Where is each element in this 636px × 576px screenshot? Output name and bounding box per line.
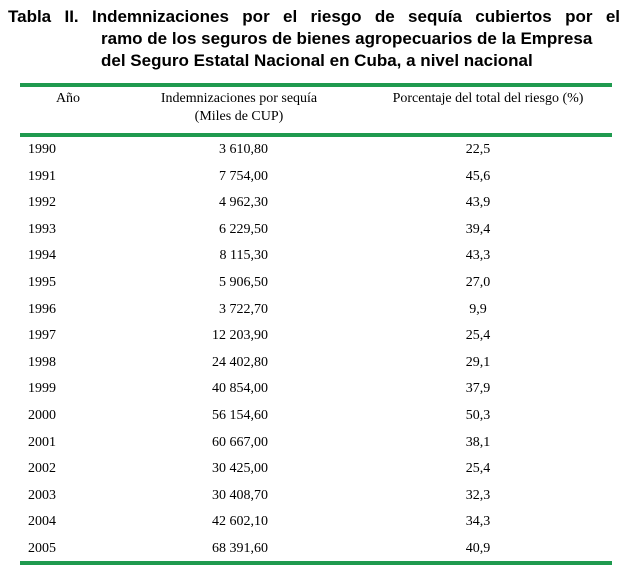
table-row (20, 270, 612, 297)
cell-amount: 30 425,00 (212, 461, 268, 477)
cell-year: 1994 (28, 248, 56, 264)
cell-year: 2000 (28, 407, 56, 423)
cell-amount: 6 229,50 (219, 221, 268, 237)
table-row (20, 164, 612, 191)
cell-year: 1991 (28, 168, 56, 184)
table-row (20, 297, 612, 324)
table-row (20, 509, 612, 536)
table-row (20, 430, 612, 457)
cell-year: 2001 (28, 434, 56, 450)
cell-amount: 7 754,00 (219, 168, 268, 184)
cell-percentage: 22,5 (465, 142, 491, 157)
cell-year: 2004 (28, 514, 56, 530)
cell-year: 1998 (28, 354, 56, 370)
cell-amount: 3 610,80 (219, 142, 268, 157)
cell-amount: 3 722,70 (219, 301, 268, 317)
cell-percentage: 43,3 (465, 248, 491, 264)
cell-percentage: 40,9 (465, 540, 491, 556)
cell-amount: 68 391,60 (212, 540, 268, 556)
table-row (20, 350, 612, 377)
cell-percentage: 38,1 (465, 434, 491, 450)
cell-percentage: 37,9 (465, 381, 491, 397)
cell-amount: 4 962,30 (219, 195, 268, 211)
cell-amount: 40 854,00 (212, 381, 268, 397)
header-amount-line-2: (Miles de CUP) (194, 109, 284, 124)
cell-year: 1997 (28, 328, 56, 344)
cell-amount: 30 408,70 (212, 487, 268, 503)
cell-amount: 12 203,90 (212, 328, 268, 344)
header-amount-line-1: Indemnizaciones por sequía (160, 91, 318, 106)
cell-year: 1995 (28, 274, 56, 290)
cell-amount: 5 906,50 (219, 274, 268, 290)
cell-percentage: 34,3 (465, 514, 491, 530)
cell-year: 1996 (28, 301, 56, 317)
caption-line-1: Tabla II. Indemnizaciones por el riesgo de sequía cubiertos por el (8, 7, 620, 26)
table-row (20, 217, 612, 244)
table-header (20, 90, 612, 132)
cell-amount: 60 667,00 (212, 434, 268, 450)
table-row (20, 190, 612, 217)
cell-year: 2003 (28, 487, 56, 503)
cell-year: 1993 (28, 221, 56, 237)
cell-year: 2002 (28, 461, 56, 477)
cell-percentage: 25,4 (465, 328, 491, 344)
table-row (20, 137, 612, 164)
cell-amount: 24 402,80 (212, 354, 268, 370)
table-row (20, 456, 612, 483)
table-row (20, 243, 612, 270)
table-row (20, 376, 612, 403)
cell-percentage: 27,0 (465, 274, 491, 290)
table-row (20, 403, 612, 430)
table-row (20, 483, 612, 510)
table-bottom-rule (20, 561, 612, 565)
cell-percentage: 50,3 (465, 407, 491, 423)
cell-percentage: 25,4 (465, 461, 491, 477)
table-caption (8, 6, 628, 72)
header-year: Año (55, 91, 81, 106)
cell-percentage: 29,1 (465, 354, 491, 370)
cell-percentage: 9,9 (469, 301, 487, 317)
table-top-rule (20, 83, 612, 87)
caption-line-3: del Seguro Estatal Nacional en Cuba, a nivel nacional (101, 51, 533, 70)
cell-year: 1999 (28, 381, 56, 397)
cell-amount: 56 154,60 (212, 407, 268, 423)
cell-percentage: 45,6 (465, 168, 491, 184)
cell-year: 2005 (28, 540, 56, 556)
table-row (20, 536, 612, 563)
table-row (20, 323, 612, 350)
cell-amount: 8 115,30 (219, 248, 268, 264)
caption-line-2: ramo de los seguros de bienes agropecuarios de la Empresa (101, 29, 593, 48)
cell-amount: 42 602,10 (212, 514, 268, 530)
cell-percentage: 32,3 (465, 487, 491, 503)
table-body (20, 137, 612, 563)
header-amount (140, 90, 338, 126)
cell-year: 1990 (28, 142, 56, 157)
cell-percentage: 43,9 (465, 195, 491, 211)
header-percentage: Porcentaje del total del riesgo (%) (392, 91, 584, 106)
cell-year: 1992 (28, 195, 56, 211)
cell-percentage: 39,4 (465, 221, 491, 237)
